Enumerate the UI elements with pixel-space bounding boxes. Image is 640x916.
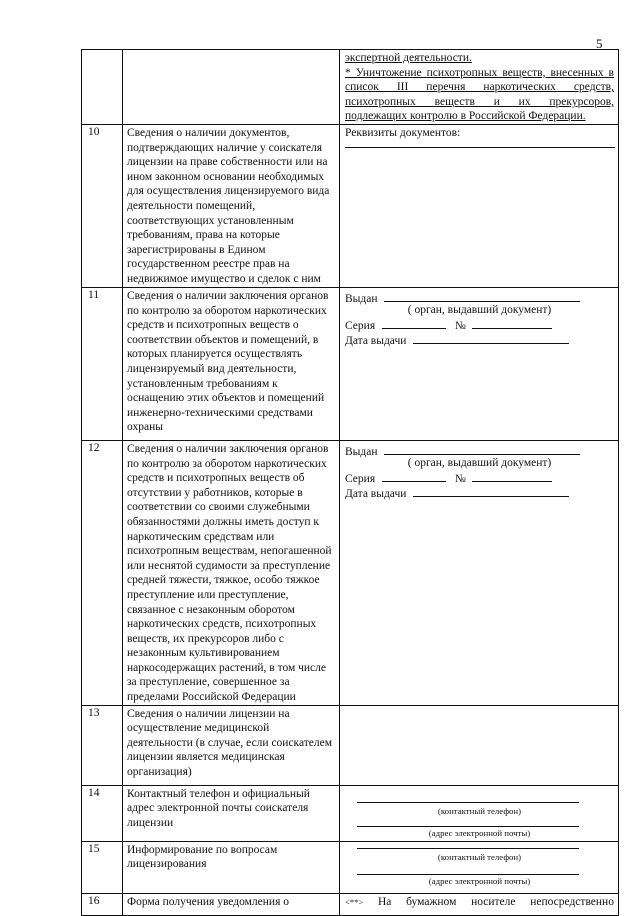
footnote-line-2: * Уничтожение психотропных веществ, внесенных в список III перечня наркотических средств, психотропных веществ и их прекурсоров, подлежащих контролю в Российской Федерации. — [345, 66, 614, 123]
table-row-10 — [82, 124, 619, 287]
series-field[interactable] — [382, 318, 446, 329]
number-label: № — [454, 472, 466, 485]
document-details-field[interactable] — [345, 147, 615, 148]
word-1: На — [378, 895, 392, 908]
licensing-info-cell — [340, 841, 619, 893]
row-description: Форма получения уведомления о — [123, 893, 340, 915]
notification-form-cell — [340, 893, 619, 915]
issued-by-caption: ( орган, выдавший документ) — [407, 456, 552, 469]
row-description: Информирование по вопросам лицензирования — [123, 841, 340, 893]
row-description: Сведения о наличии заключения органов по контролю за оборотом наркотических средств и психотропных веществ об отсутствии у работников, которые в соответствии со своими служебными обязанностями должны иметь доступ к наркотическим средствам или психотропным веществам, непогашенной или неснятой судимости за преступление средней тяжести, тяжкое, особо тяжкое преступление или преступление, связанное с незаконным оборотом наркотических средств, психотропных веществ, их прекурсоров либо с незаконным культивированием наркосодержащих растений, в том числе за преступление, совершенное за пределами Российской Федерации — [123, 440, 340, 705]
row-number-cell — [82, 50, 123, 125]
row-number: 16 — [82, 893, 123, 915]
issued-label: Выдан — [345, 445, 378, 458]
row-number: 12 — [82, 440, 123, 705]
issue-date-field[interactable] — [413, 486, 569, 497]
contact-phone-caption: (контактный телефон) — [437, 805, 522, 816]
series-label: Серия — [345, 319, 376, 332]
row-number: 11 — [82, 287, 123, 440]
issued-label: Выдан — [345, 292, 378, 305]
series-field[interactable] — [382, 471, 446, 482]
table-row-13 — [82, 705, 619, 785]
issue-date-label: Дата выдачи — [345, 334, 407, 347]
table-row-11 — [82, 287, 619, 440]
issued-by-caption: ( орган, выдавший документ) — [407, 303, 552, 316]
number-label: № — [454, 319, 466, 332]
document-details-cell — [340, 124, 619, 287]
medical-license-cell[interactable] — [340, 705, 619, 785]
info-phone-field[interactable] — [357, 848, 579, 849]
word-2: бумажном — [406, 895, 457, 908]
number-field[interactable] — [472, 318, 552, 329]
table-row-continuation — [82, 50, 619, 125]
table-row-14 — [82, 785, 619, 841]
contacts-cell — [340, 785, 619, 841]
row-description: Сведения о наличии документов, подтверждающих наличие у соискателя лицензии на праве собственности или на ином законном основании необходимых для осуществления лицензируемого вида деятельности помещений, соответствующих установленным требованиям, права на которые зарегистрированы в Едином государственном реестре прав на недвижимое имущество и сделок с ним — [123, 124, 340, 287]
word-4: непосредственно — [530, 895, 614, 908]
email-caption: (адрес электронной почты) — [428, 828, 531, 839]
footnote-line-1: экспертной деятельности. — [345, 52, 472, 64]
issue-date-label: Дата выдачи — [345, 487, 407, 500]
row-description-cell — [123, 50, 340, 125]
issued-by-field[interactable] — [384, 444, 580, 455]
info-phone-caption: (контактный телефон) — [437, 851, 522, 862]
row-description: Сведения о наличии лицензии на осуществление медицинской деятельности (в случае, если соискателем лицензии является медицинская организация) — [123, 705, 340, 785]
conclusion-details-cell — [340, 287, 619, 440]
table-row-15 — [82, 841, 619, 893]
license-application-table — [81, 49, 619, 916]
row-number: 13 — [82, 705, 123, 785]
row-description: Сведения о наличии заключения органов по контролю за оборотом наркотических средств и психотропных веществ о соответствии объектов и помещений, в которых планируется осуществлять лицензируемый вид деятельности, установленным требованиям к оснащению этих объектов и помещений инженерно-техническими средствами охраны — [123, 287, 340, 440]
document-details-label: Реквизиты документов: — [345, 126, 461, 139]
series-label: Серия — [345, 472, 376, 485]
activity-footnote-cell — [340, 50, 619, 125]
row-number: 15 — [82, 841, 123, 893]
issue-date-field[interactable] — [413, 333, 569, 344]
row-number: 14 — [82, 785, 123, 841]
table-row-16 — [82, 893, 619, 915]
info-email-caption: (адрес электронной почты) — [428, 876, 531, 887]
footnote-marker: <**> — [345, 896, 364, 907]
row-number: 10 — [82, 124, 123, 287]
page-number: 5 — [596, 36, 603, 51]
number-field[interactable] — [472, 471, 552, 482]
issued-by-field[interactable] — [384, 291, 580, 302]
row-description: Контактный телефон и официальный адрес электронной почты соискателя лицензии — [123, 785, 340, 841]
table-row-12 — [82, 440, 619, 705]
contact-phone-field[interactable] — [357, 802, 579, 803]
word-3: носителе — [471, 895, 516, 908]
conclusion-details-cell — [340, 440, 619, 705]
